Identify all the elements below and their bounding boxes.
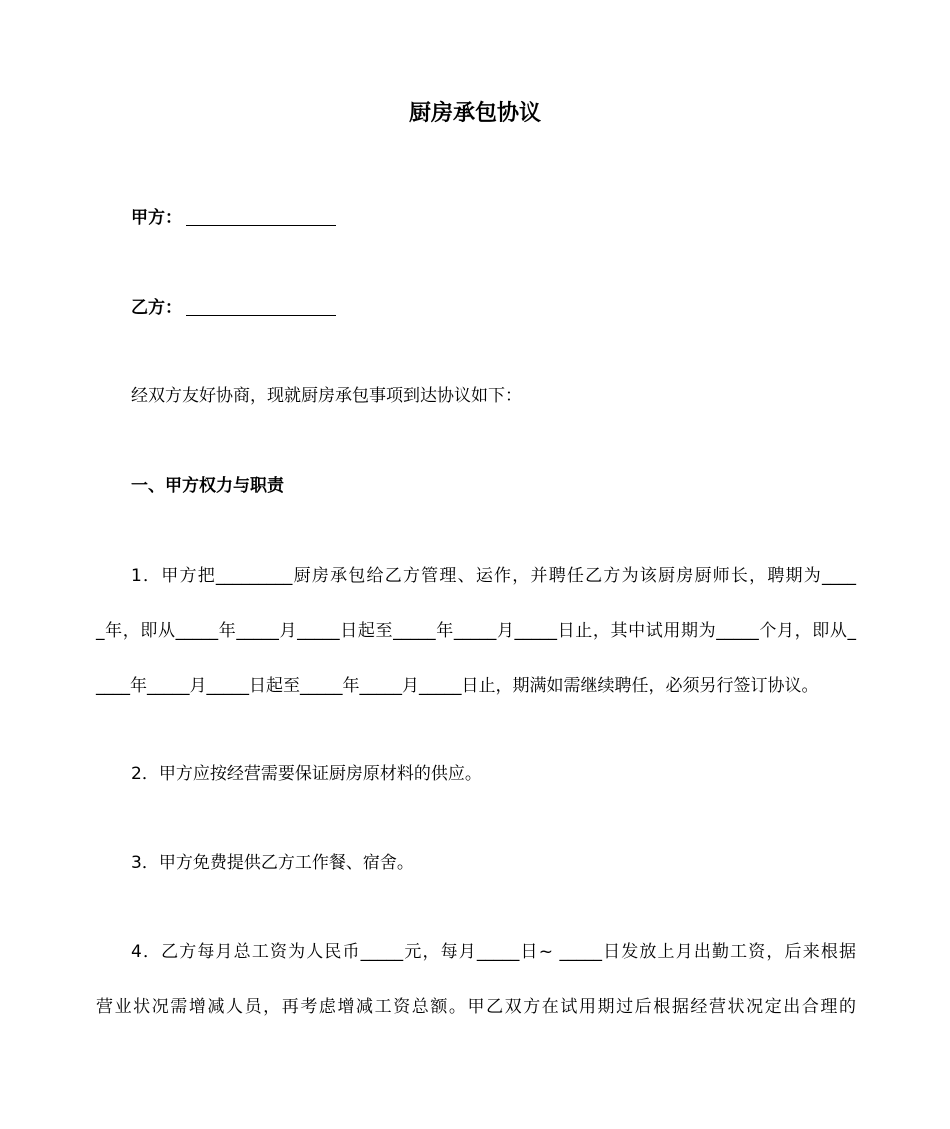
clause-1-line-3: ____年_____月_____日起至_____年_____月_____日止，期满如需继续聘任，必须另行签订协议。 [96,676,819,696]
clause-1-line-2: _年，即从_____年_____月_____日起至_____年_____月_____日止，其中试用期为_____个月，即从_ [96,621,856,641]
clause-4-line-2: 营业状况需增减人员，再考虑增减工资总额。甲乙双方在试用期过后根据经营状况定出合理的 [96,997,856,1017]
clause-3-paragraph: 3．甲方免费提供乙方工作餐、宿舍。 [131,853,414,873]
section-heading: 一、甲方权力与职责 [131,476,284,496]
party-b-blank [186,295,336,316]
intro-paragraph: 经双方友好协商，现就厨房承包事项到达协议如下： [131,386,522,406]
clause-4-line-1: 4．乙方每月总工资为人民币_____元，每月_____日~ _____日发放上月出勤工资，后来根据 [131,942,856,962]
party-a-blank [186,205,336,226]
party-b-label: 乙方： [131,298,182,318]
clause-2-paragraph: 2．甲方应按经营需要保证厨房原材料的供应。 [131,764,482,784]
document-title: 厨房承包协议 [408,101,541,126]
party-a-label: 甲方： [131,208,182,228]
party-b-line [131,295,336,320]
party-a-line [131,205,336,230]
clause-1-line-1: 1．甲方把_________厨房承包给乙方管理、运作，并聘任乙方为该厨房厨师长，聘期为____ [131,566,856,586]
